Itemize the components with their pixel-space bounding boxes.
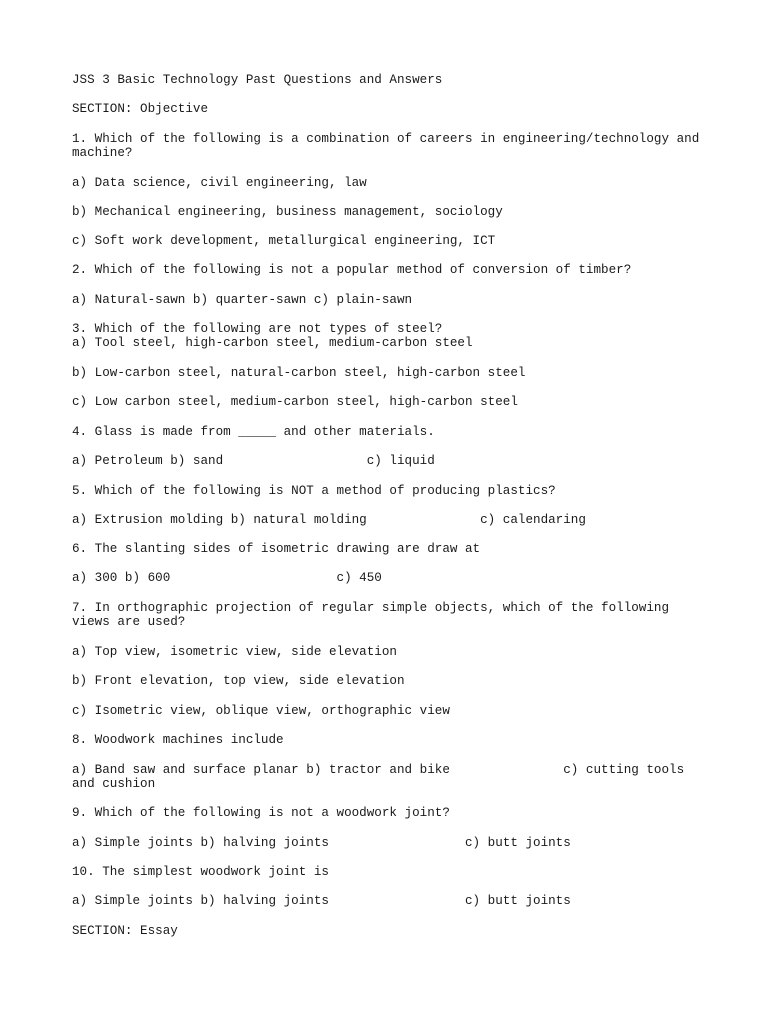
section-heading-objective: SECTION: Objective [72,102,209,116]
question-8: 8. Woodwork machines include [72,733,284,747]
question-7-line-2: views are used? [72,615,186,629]
question-1-line-1: 1. Which of the following is a combination of careers in engineering/technology and [72,132,700,146]
question-6: 6. The slanting sides of isometric drawing are draw at [72,542,481,556]
question-2-options: a) Natural-sawn b) quarter-sawn c) plain-sawn [72,293,413,307]
question-5: 5. Which of the following is NOT a method of producing plastics? [72,484,556,498]
question-2: 2. Which of the following is not a popular method of conversion of timber? [72,263,632,277]
question-10-options: a) Simple joints b) halving joints c) butt joints [72,894,571,908]
question-7-option-a: a) Top view, isometric view, side elevation [72,645,397,659]
question-4-options: a) Petroleum b) sand c) liquid [72,454,435,468]
question-8-options-line-1: a) Band saw and surface planar b) tractor and bike c) cutting tools [72,763,685,777]
question-10: 10. The simplest woodwork joint is [72,865,329,879]
document-title: JSS 3 Basic Technology Past Questions and Answers [72,73,443,87]
question-3-option-b: b) Low-carbon steel, natural-carbon steel, high-carbon steel [72,366,526,380]
question-1-option-b: b) Mechanical engineering, business management, sociology [72,205,503,219]
question-1-option-c: c) Soft work development, metallurgical engineering, ICT [72,234,496,248]
question-1-option-a: a) Data science, civil engineering, law [72,176,367,190]
question-7-option-b: b) Front elevation, top view, side elevation [72,674,405,688]
question-9-options: a) Simple joints b) halving joints c) butt joints [72,836,571,850]
question-6-options: a) 300 b) 600 c) 450 [72,571,382,585]
question-4: 4. Glass is made from _____ and other materials. [72,425,435,439]
question-7-option-c: c) Isometric view, oblique view, orthographic view [72,704,450,718]
question-8-options-line-2: and cushion [72,777,156,791]
question-5-options: a) Extrusion molding b) natural molding c) calendaring [72,513,586,527]
question-3: 3. Which of the following are not types of steel? [72,322,443,336]
question-3-option-a: a) Tool steel, high-carbon steel, medium-carbon steel [72,336,473,350]
question-9: 9. Which of the following is not a woodwork joint? [72,806,450,820]
section-heading-essay: SECTION: Essay [72,924,178,938]
question-3-option-c: c) Low carbon steel, medium-carbon steel, high-carbon steel [72,395,518,409]
question-7-line-1: 7. In orthographic projection of regular simple objects, which of the following [72,601,670,615]
question-1-line-2: machine? [72,146,133,160]
